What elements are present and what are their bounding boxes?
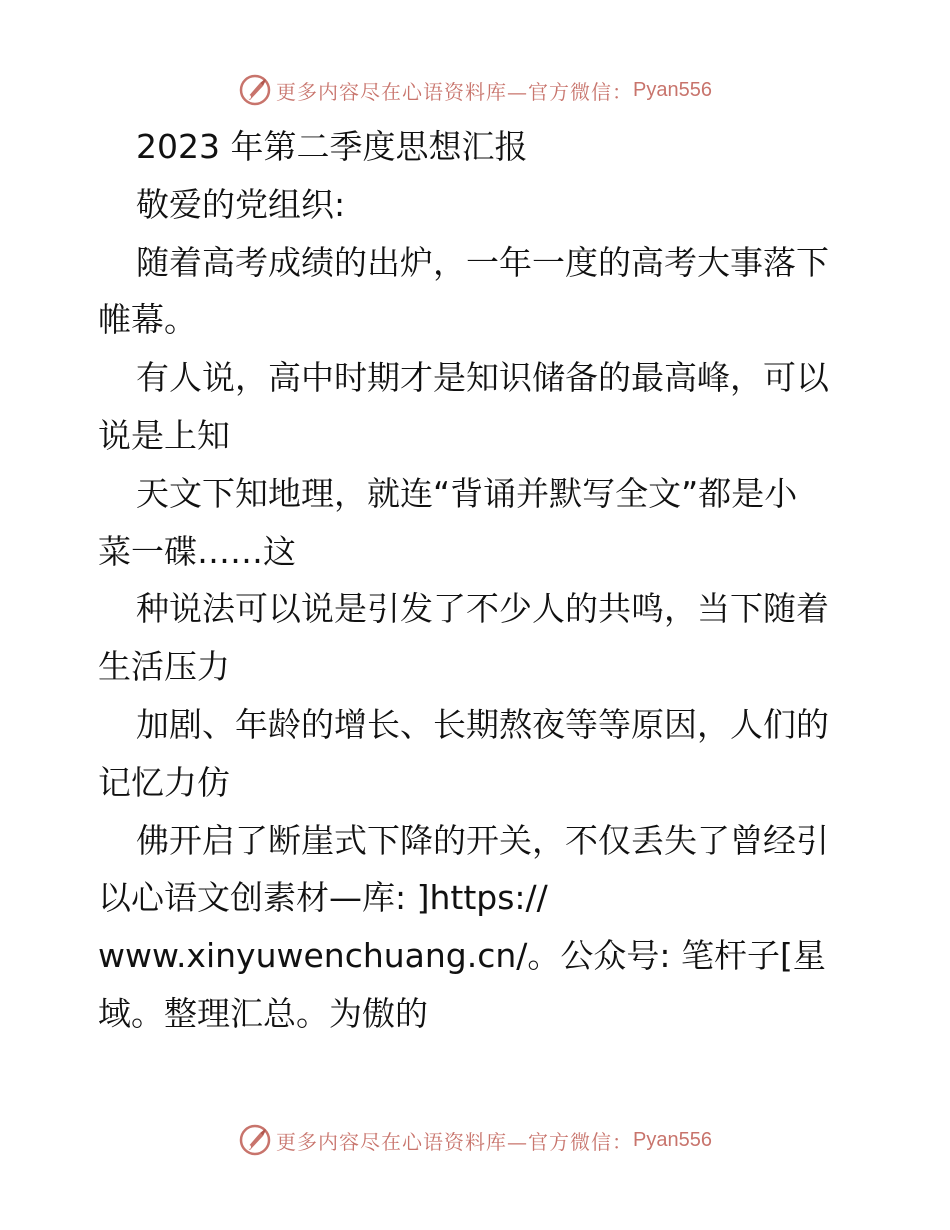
- quill-seal-icon: [238, 1123, 272, 1157]
- paragraph-line: 域。整理汇总。为傲的: [98, 993, 428, 1033]
- paragraph-line: 菜一碟……这: [98, 531, 296, 571]
- wechat-id: Pyan556: [633, 78, 712, 101]
- paragraph-line: 生活压力: [98, 647, 230, 687]
- document-body: [98, 118, 858, 1043]
- promo-text: 更多内容尽在心语资料库—官方微信：: [276, 79, 634, 104]
- paragraph-line: 记忆力仿: [98, 762, 230, 802]
- paragraph-line: 佛开启了断崖式下降的开关，不仅丢失了曾经引: [136, 820, 829, 860]
- paragraph-line: 说是上知: [98, 415, 230, 455]
- doc-title: 2023 年第二季度思想汇报: [136, 127, 528, 166]
- paragraph-line: 帷幕。: [98, 300, 197, 340]
- wechat-id: Pyan556: [633, 1128, 712, 1151]
- footer-watermark: [0, 1120, 950, 1160]
- promo-text: 更多内容尽在心语资料库—官方微信：: [276, 1129, 634, 1154]
- paragraph-line: 有人说，高中时期才是知识储备的最高峰，可以: [136, 358, 829, 398]
- header-watermark: [0, 70, 950, 110]
- paragraph-line: 加剧、年龄的增长、长期熬夜等等原因，人们的: [136, 704, 829, 744]
- paragraph-line: 种说法可以说是引发了不少人的共鸣，当下随着: [136, 589, 829, 629]
- quill-seal-icon: [238, 73, 272, 107]
- salutation: 敬爱的党组织:: [136, 184, 346, 224]
- paragraph-line: 随着高考成绩的出炉，一年一度的高考大事落下: [136, 242, 829, 282]
- paragraph-line: www.xinyuwenchuang.cn/。公众号: 笔杆子[星: [98, 936, 826, 976]
- paragraph-line: 以心语文创素材—库: ]https://: [98, 878, 548, 918]
- paragraph-line: 天文下知地理，就连“背诵并默写全文”都是小: [136, 473, 798, 513]
